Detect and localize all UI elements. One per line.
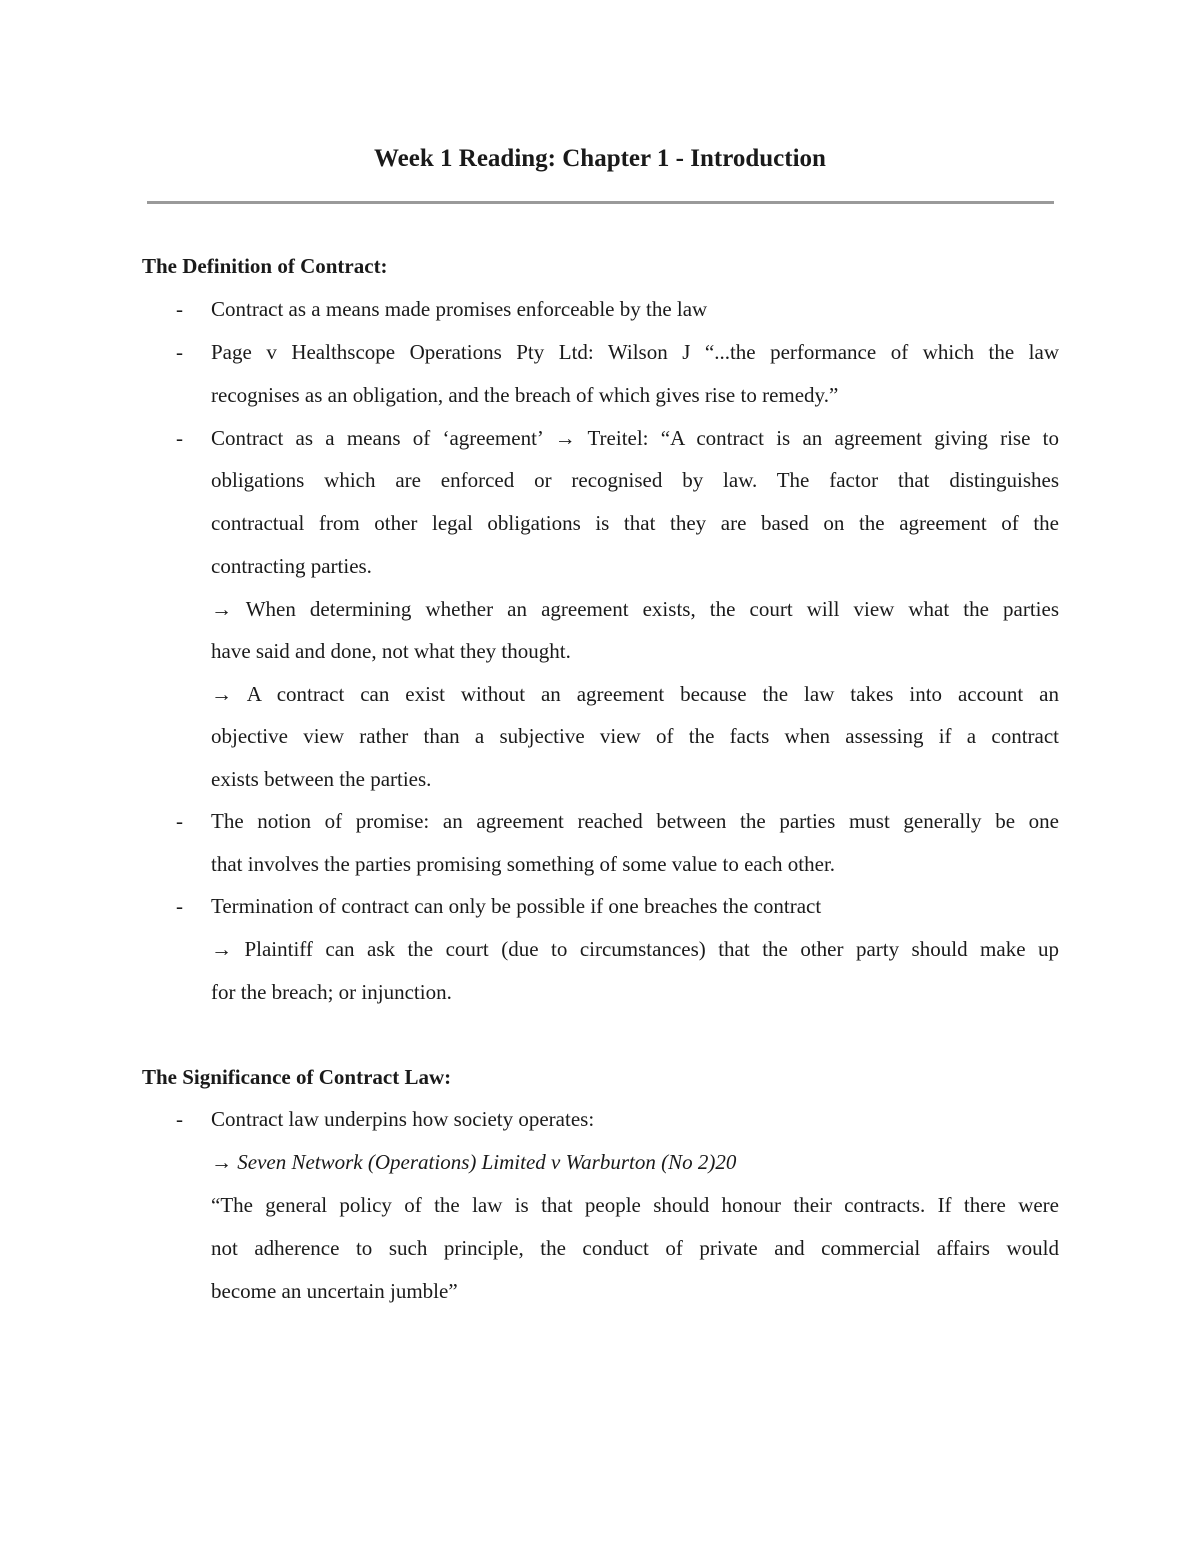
text-line: recognises as an obligation, and the breach of which gives rise to remedy.” <box>211 383 839 407</box>
bullet-marker: - <box>176 297 183 321</box>
text-line: → A contract can exist without an agreement because the law takes into account an <box>211 682 1059 706</box>
text-line: Page v Healthscope Operations Pty Ltd: Wilson J “...the performance of which the law <box>211 340 1059 364</box>
text-line: that involves the parties promising something of some value to each other. <box>211 852 836 876</box>
text-line: contracting parties. <box>211 554 372 578</box>
bullet-marker: - <box>176 340 183 364</box>
text-line: → Plaintiff can ask the court (due to circumstances) that the other party should make up <box>211 937 1059 961</box>
section-heading-significance: The Significance of Contract Law: <box>142 1065 452 1089</box>
text-line: have said and done, not what they thought. <box>211 639 571 663</box>
quote-line: not adherence to such principle, the conduct of private and commercial affairs would <box>211 1236 1059 1260</box>
text-line: Contract as a means made promises enforceable by the law <box>211 297 708 321</box>
text-line: exists between the parties. <box>211 767 432 791</box>
text-line: contractual from other legal obligations is that they are based on the agreement of the <box>211 511 1059 535</box>
case-citation: → Seven Network (Operations) Limited v Warburton (No 2)20 <box>211 1150 737 1174</box>
text-line: objective view rather than a subjective view of the facts when assessing if a contract <box>211 724 1059 748</box>
title-divider <box>147 201 1054 204</box>
text-line: Contract law underpins how society operates: <box>211 1107 595 1131</box>
quote-line: “The general policy of the law is that people should honour their contracts. If there were <box>211 1193 1059 1217</box>
page-title: Week 1 Reading: Chapter 1 - Introduction <box>374 145 826 172</box>
text-line: for the breach; or injunction. <box>211 980 452 1004</box>
bullet-marker: - <box>176 809 183 833</box>
text-line: → When determining whether an agreement exists, the court will view what the parties <box>211 597 1059 621</box>
bullet-marker: - <box>176 894 183 918</box>
bullet-marker: - <box>176 1107 183 1131</box>
text-line: Termination of contract can only be possible if one breaches the contract <box>211 894 822 918</box>
section-heading-definition: The Definition of Contract: <box>142 254 388 278</box>
text-line: The notion of promise: an agreement reached between the parties must generally be one <box>211 809 1059 833</box>
quote-line: become an uncertain jumble” <box>211 1279 458 1303</box>
text-line: Contract as a means of ‘agreement’ → Treitel: “A contract is an agreement giving rise to <box>211 426 1059 450</box>
bullet-marker: - <box>176 426 183 450</box>
text-line: obligations which are enforced or recognised by law. The factor that distinguishes <box>211 468 1059 492</box>
